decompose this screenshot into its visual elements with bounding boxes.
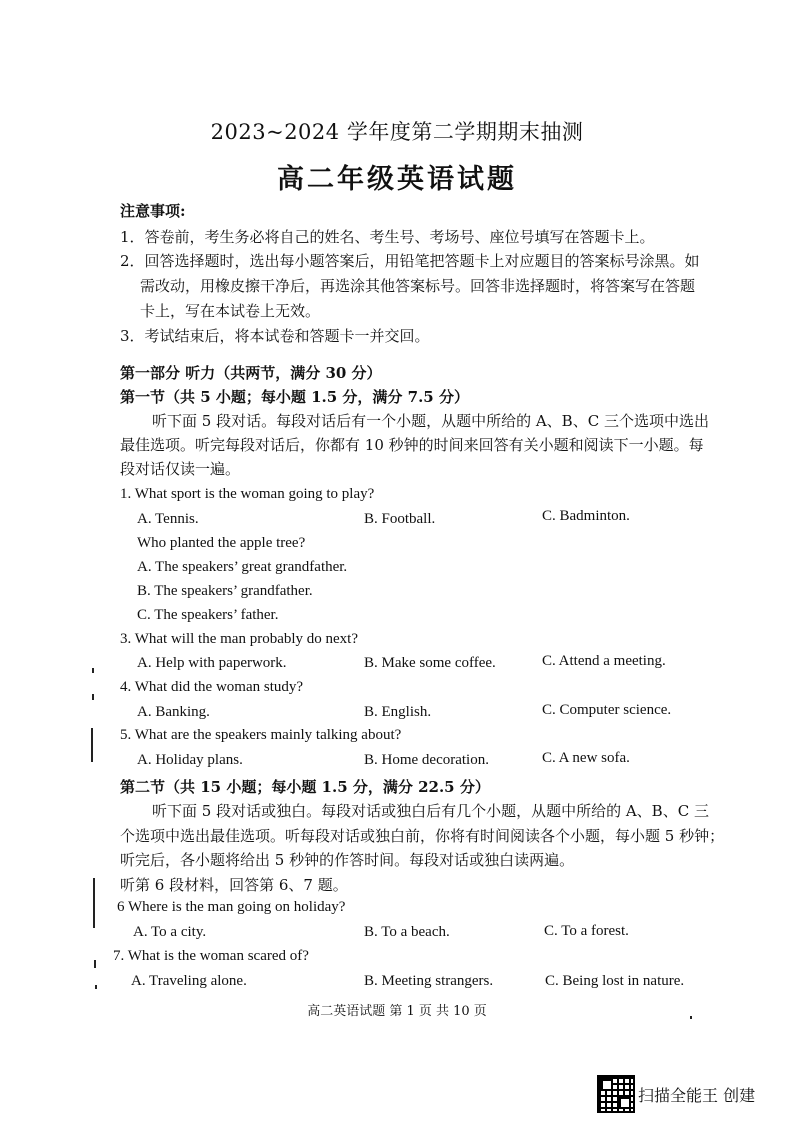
question-7-option-b: B. Meeting strangers.	[364, 973, 494, 989]
question-5-option-c: C. A new sofa.	[542, 750, 630, 766]
question-1-option-c: C. Badminton.	[542, 508, 630, 524]
note-item-2-cont: 需改动，用橡皮擦干净后，再选涂其他答案标号。回答非选择题时，将答案写在答题	[140, 277, 696, 295]
note-item-3: 3．考试结束后，将本试卷和答题卡一并交回。	[120, 327, 430, 345]
question-4-option-c: C. Computer science.	[542, 702, 672, 718]
question-7-option-a: A. Traveling alone.	[131, 973, 247, 989]
exam-title: 2023~2024 学年度第二学期期末抽测	[210, 120, 584, 144]
question-5: 5. What are the speakers mainly talking about?	[120, 727, 402, 743]
exam-subtitle: 高二年级英语试题	[277, 164, 517, 195]
section2-instruction-1: 听下面 5 段对话或独白。每段对话或独白后有几个小题，从题中所给的 A、B、C 三	[152, 802, 709, 820]
question-2: Who planted the apple tree?	[137, 535, 306, 551]
note-item-2: 2．回答选择题时，选出每小题答案后，用铅笔把答题卡上对应题目的答案标号涂黑。如	[120, 252, 700, 270]
question-3-option-c: C. Attend a meeting.	[542, 653, 666, 669]
section1-heading: 第一节（共 5 小题；每小题 1.5 分，满分 7.5 分）	[120, 388, 469, 406]
material-6-note: 听第 6 段材料，回答第 6、7 题。	[120, 876, 348, 894]
page-footer: 高二英语试题 第 1 页 共 10 页	[307, 1004, 487, 1019]
question-6-option-c: C. To a forest.	[544, 923, 629, 939]
question-5-option-b: B. Home decoration.	[364, 752, 489, 768]
scan-margin-line	[91, 728, 93, 762]
question-1-option-a: A. Tennis.	[137, 511, 199, 527]
question-4: 4. What did the woman study?	[120, 679, 304, 695]
section1-instruction-2: 最佳选项。听完每段对话后，你都有 10 秒钟的时间来回答有关小题和阅读下一小题。每	[120, 436, 704, 454]
question-2-option-b: B. The speakers’ grandfather.	[137, 583, 313, 599]
scan-speck	[690, 1016, 692, 1019]
section2-heading: 第二节（共 15 小题；每小题 1.5 分，满分 22.5 分）	[120, 778, 490, 796]
scan-margin-line	[93, 878, 95, 928]
question-3-option-b: B. Make some coffee.	[364, 655, 496, 671]
question-4-option-b: B. English.	[364, 704, 432, 720]
question-1-option-b: B. Football.	[364, 511, 436, 527]
scan-speck	[95, 985, 97, 989]
note-item-2-cont2: 卡上，写在本试卷上无效。	[140, 302, 321, 320]
question-6: 6 Where is the man going on holiday?	[117, 899, 346, 915]
question-2-option-a: A. The speakers’ great grandfather.	[137, 559, 348, 575]
question-6-option-b: B. To a beach.	[364, 924, 450, 940]
question-6-option-a: A. To a city.	[133, 924, 207, 940]
question-7: 7. What is the woman scared of?	[113, 948, 309, 964]
scanner-watermark: 扫描全能王 创建	[638, 1086, 756, 1105]
section1-instruction-1: 听下面 5 段对话。每段对话后有一个小题，从题中所给的 A、B、C 三个选项中选出	[152, 412, 709, 430]
question-1: 1. What sport is the woman going to play?	[120, 486, 375, 502]
question-3: 3. What will the man probably do next?	[120, 631, 359, 647]
question-2-option-c: C. The speakers’ father.	[137, 607, 279, 623]
section2-instruction-2: 个选项中选出最佳选项。听每段对话或独白前，你将有时间阅读各个小题，每小题 5 秒钟；	[120, 827, 725, 845]
notes-heading: 注意事项:	[120, 202, 186, 220]
question-3-option-a: A. Help with paperwork.	[137, 655, 287, 671]
part1-heading: 第一部分 听力（共两节，满分 30 分）	[120, 364, 382, 382]
question-5-option-a: A. Holiday plans.	[137, 752, 243, 768]
qr-code-icon	[597, 1075, 635, 1113]
scan-speck	[92, 694, 94, 700]
section2-instruction-3: 听完后，各小题将给出 5 秒钟的作答时间。每段对话或独白读两遍。	[120, 851, 575, 869]
question-4-option-a: A. Banking.	[137, 704, 210, 720]
scan-speck	[92, 668, 94, 673]
scan-speck	[94, 960, 96, 968]
note-item-1: 1．答卷前，考生务必将自己的姓名、考生号、考场号、座位号填写在答题卡上。	[120, 228, 655, 246]
section1-instruction-3: 段对话仅读一遍。	[120, 460, 241, 478]
question-7-option-c: C. Being lost in nature.	[545, 973, 685, 989]
